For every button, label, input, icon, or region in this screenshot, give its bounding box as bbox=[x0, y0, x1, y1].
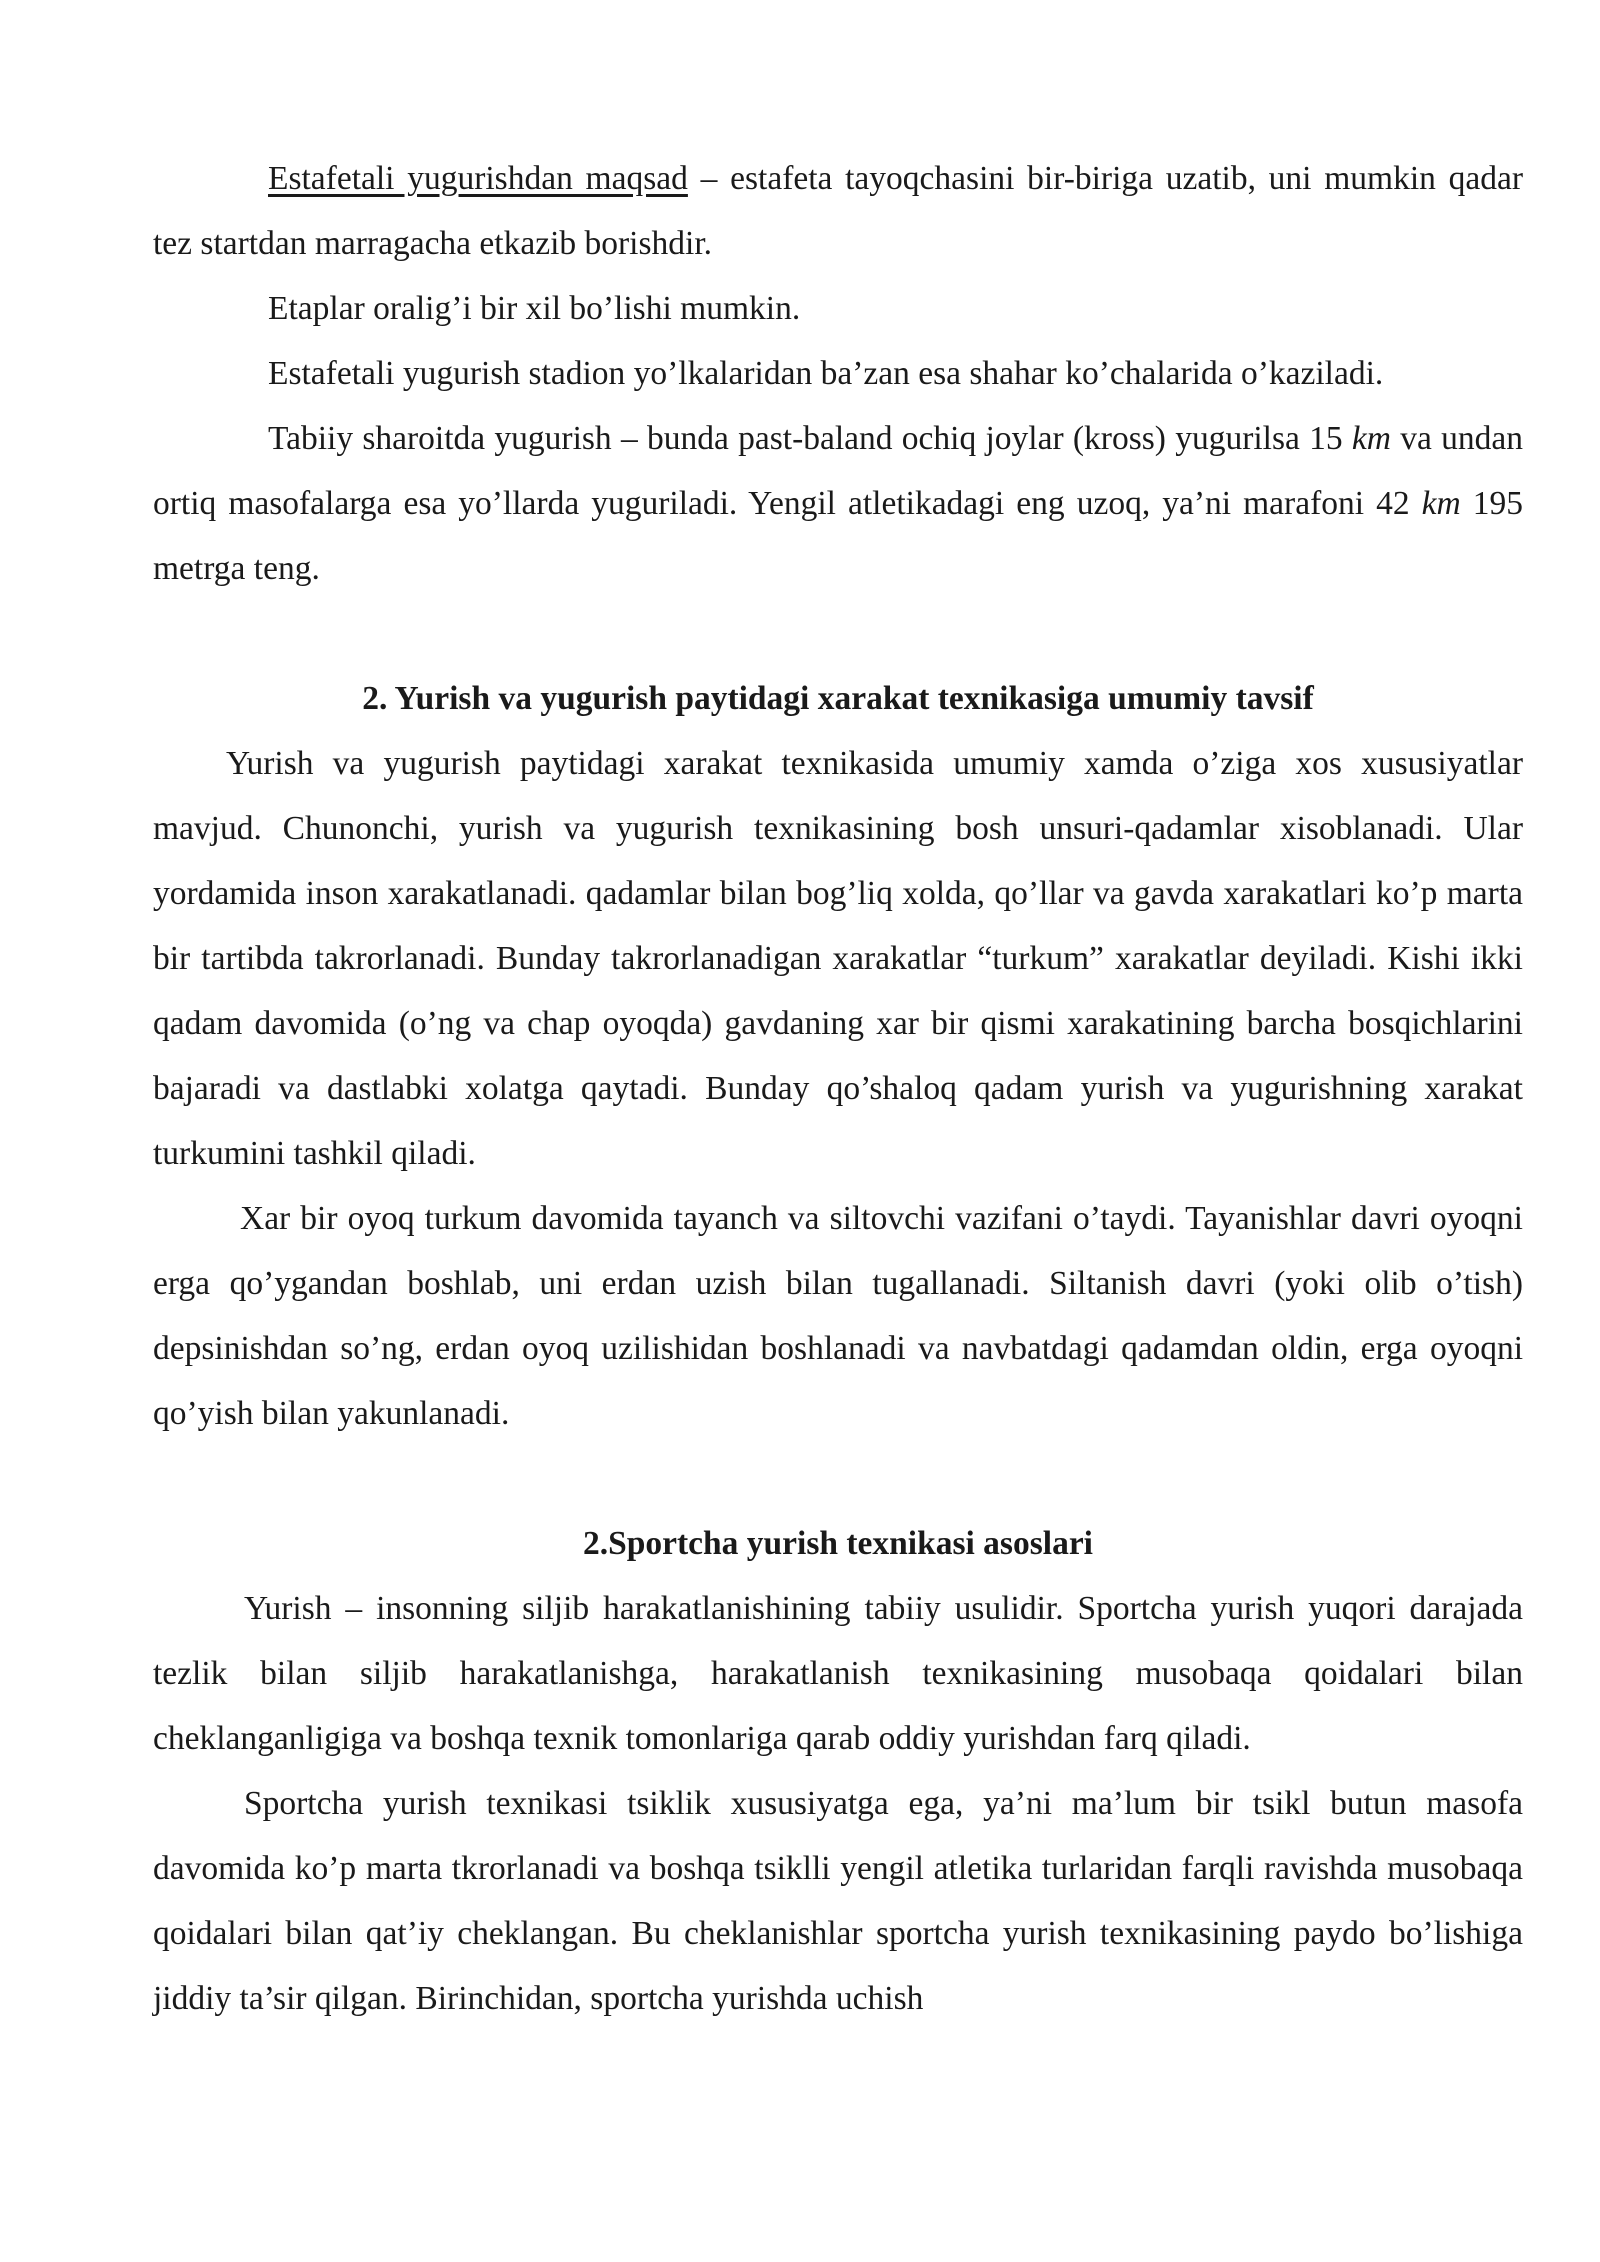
paragraph-stages: Etaplar oralig’i bir xil bo’lishi mumkin. bbox=[268, 290, 801, 327]
underlined-term: Estafetali yugurishdan maqsad bbox=[268, 160, 688, 197]
unit-km: km bbox=[1351, 420, 1391, 457]
paragraph-text: Tabiiy sharoitda yugurish – bunda past-baland ochiq joylar (kross) yugurilsa 15 bbox=[268, 420, 1352, 457]
paragraph-text: 195 metrga teng. bbox=[153, 485, 1523, 587]
section-heading-general: 2. Yurish va yugurish paytidagi xarakat texnikasiga umumiy tavsif bbox=[362, 680, 1314, 717]
unit-km: km bbox=[1421, 485, 1461, 522]
paragraph-leg-phases: Xar bir oyoq turkum davomida tayanch va siltovchi vazifani o’taydi. Tayanishlar davri oyoqni erga qo’ygandan boshlab, uni erdan uzish bilan tugallanadi. Siltanish davri (yoki olib o’tish) depsinishdan so’ng, erdan oyoq uzilishidan boshlanadi va navbatdagi qadamdan oldin, erga oyoqni qo’yish bilan yakunlanadi. bbox=[153, 1200, 1523, 1432]
paragraph-relay-goal bbox=[153, 146, 1523, 276]
document-page bbox=[153, 146, 1523, 2031]
paragraph-cyclic-nature: Sportcha yurish texnikasi tsiklik xususiyatga ega, ya’ni ma’lum bir tsikl butun masofa davomida ko’p marta tkrorlanadi va boshqa tsiklli yengil atletika turlaridan farqli ravishda musobaqa qoidalari bilan qat’iy cheklangan. Bu cheklanishlar sportcha yurish texnikasining paydo bo’lishiga jiddiy ta’sir qilgan. Birinchidan, sportcha yurishda uchish bbox=[153, 1785, 1523, 2017]
section-heading-race-walking: 2.Sportcha yurish texnikasi asoslari bbox=[582, 1525, 1093, 1562]
spacer bbox=[153, 1446, 1523, 1511]
paragraph-relay-venues: Estafetali yugurish stadion yo’lkalaridan ba’zan esa shahar ko’chalarida o’kaziladi. bbox=[268, 355, 1384, 392]
paragraph-movement-technique: Yurish va yugurish paytidagi xarakat texnikasida umumiy xamda o’ziga xos xususiyatlar mavjud. Chunonchi, yurish va yugurish texnikasining bosh unsuri-qadamlar xisoblanadi. Ular yordamida inson xarakatlanadi. qadamlar bilan bog’liq xolda, qo’llar va gavda xarakatlari ko’p marta bir tartibda takrorlanadi. Bunday takrorlanadigan xarakatlar “turkum” xarakatlar deyiladi. Kishi ikki qadam davomida (o’ng va chap oyoqda) gavdaning xar bir qismi xarakatining barcha bosqichlarini bajaradi va dastlabki xolatga qaytadi. Bunday qo’shaloq qadam yurish va yugurishning xarakat turkumini tashkil qiladi. bbox=[153, 745, 1523, 1172]
paragraph-text: va undan ortiq masofalarga esa yo’llarda yuguriladi. Yengil atletikadagi eng uzoq, ya’ni marafoni 42 bbox=[153, 420, 1523, 522]
paragraph-walking-definition: Yurish – insonning siljib harakatlanishining tabiiy usulidir. Sportcha yurish yuqori darajada tezlik bilan siljib harakatlanishga, harakatlanish texnikasining musobaqa qoidalari bilan cheklanganligiga va boshqa texnik tomonlariga qarab oddiy yurishdan farq qiladi. bbox=[153, 1590, 1523, 1757]
paragraph-natural-running bbox=[153, 406, 1523, 601]
paragraph-text: – estafeta tayoqchasini bir-biriga uzatib, uni mumkin qadar tez startdan marragacha etkazib borishdir. bbox=[153, 160, 1523, 262]
spacer bbox=[153, 601, 1523, 666]
